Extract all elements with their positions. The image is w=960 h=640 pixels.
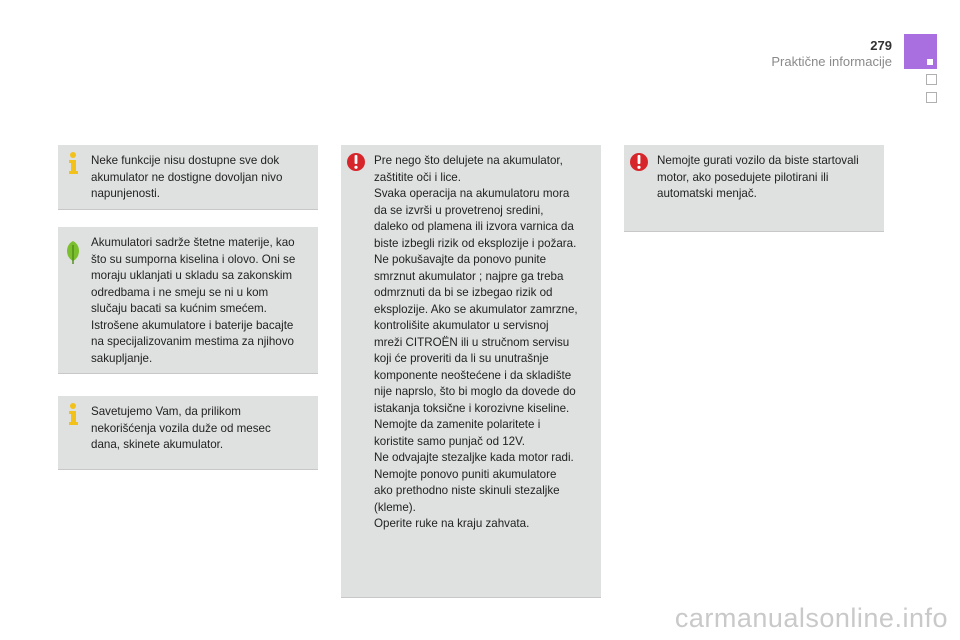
warning-note-text: Pre nego što delujete na akumulator, zaštitite oči i lice. Svaka operacija na akumulatoru mora da se izvrši u provetrenoj sredini, daleko od plamena ili izvora varnica da biste izbegli rizik od eksplozije i požara. Ne pokušavajte da ponovo punite smrznut akumulator ; najpre ga treba odmrznuti da bi se izbegao rizik od eksplozije. Ako se akumulator zamrzne, kontrolišite akumulator u servisnoj mreži CITROËN ili u stručnom servisu koji će proveriti da li su unutrašnje komponente neoštećene i da skladište nije naprslo, što bi moglo da dovede do istakanja toksične i korozivne kiseline. Nemojte da zamenite polaritete i koristite samo punjač od 12V. Ne odvajajte stezaljke kada motor radi. Nemojte ponovo puniti akumulatore ako prethodno niste skinuli stezaljke (kleme). Operite ruke na kraju zahvata. — [374, 154, 578, 530]
watermark: carmanualsonline.info — [674, 603, 948, 633]
section-tab[interactable] — [926, 92, 937, 103]
warning-icon — [630, 150, 648, 176]
eco-leaf-icon — [64, 239, 82, 265]
info-note-text: Savetujemo Vam, da prilikom nekorišćenja vozila duže od mesec dana, skinete akumulator. — [91, 405, 271, 451]
info-icon — [64, 150, 82, 176]
info-note-box — [58, 145, 318, 210]
section-title: Praktične informacije — [771, 54, 892, 69]
page-number: 279 — [870, 38, 892, 53]
warning-note-box — [341, 145, 601, 598]
info-icon — [64, 401, 82, 427]
eco-note-text: Akumulatori sadrže štetne materije, kao što su sumporna kiselina i olovo. Oni se moraju uklanjati u skladu sa zakonskim odredbama i ne smeju se ni u kom slučaju bacati sa kućnim smećem. Istrošene akumulatore i baterije bacajte na specijalizovanim mestima za njihovo sakupljanje. — [91, 236, 296, 365]
warning-icon — [347, 150, 365, 176]
section-tab-active[interactable] — [904, 34, 937, 69]
info-note-box — [58, 396, 318, 470]
warning-note-box — [624, 145, 884, 232]
eco-note-box — [58, 227, 318, 374]
warning-note-text: Nemojte gurati vozilo da biste startovali motor, ako posedujete pilotirani ili automatski menjač. — [657, 154, 859, 200]
section-tab[interactable] — [926, 74, 937, 85]
info-note-text: Neke funkcije nisu dostupne sve dok akumulator ne dostigne dovoljan nivo napunjenosti. — [91, 154, 283, 200]
